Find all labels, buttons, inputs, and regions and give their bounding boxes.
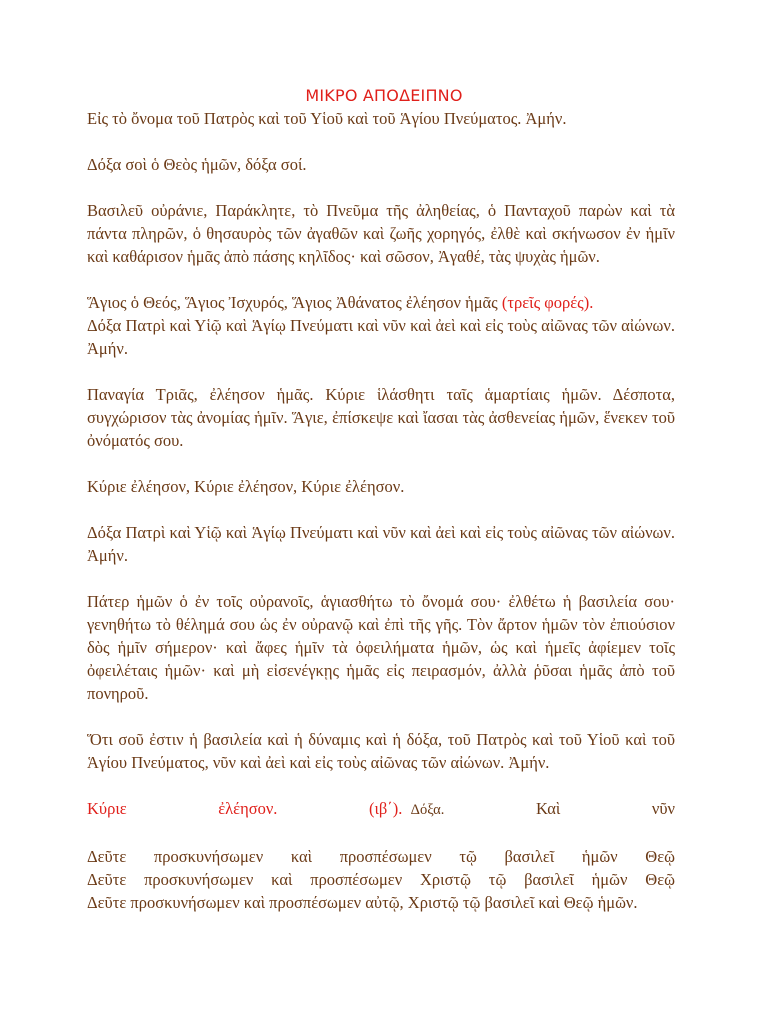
paragraph-heavenly-king: Βασιλεῦ οὐράνιε, Παράκλητε, τὸ Πνεῦμα τῆς ἀληθείας, ὁ Πανταχοῦ παρὼν καὶ τὰ πάντα πληρῶν, ὁ θησαυρὸς τῶν ἀγαθῶν καὶ ζωῆς χορηγός, ἐλθὲ καὶ σκήνωσον ἐν ἡμῖν καὶ καθάρισον ἡμᾶς ἀπὸ πάσης κηλῖδος· καὶ σῶσον, Ἀγαθέ, τὰς ψυχὰς ἡμῶν. (87, 201, 675, 266)
rubric-count: (ιβ΄). (368, 799, 403, 818)
rubric-eleison: ἐλέησον. (218, 799, 278, 818)
page-title: ΜΙΚΡΟ ΑΠΟΔΕΙΠΝΟ (305, 86, 463, 105)
rubric-nyn: νῦν (651, 799, 675, 818)
rubric-doxa: Δόξα. (410, 802, 445, 818)
rubric-kai: Καὶ (535, 799, 561, 818)
paragraph-trisagion (87, 291, 675, 314)
paragraph-lords-prayer: Πάτερ ἡμῶν ὁ ἐν τοῖς οὐρανοῖς, ἁγιασθήτω τὸ ὄνομά σου· ἐλθέτω ἡ βασιλεία σου· γενηθήτω τὸ θέλημά σου ὡς ἐν οὐρανῷ καὶ ἐπὶ τῆς γῆς. Τὸν ἄρτον ἡμῶν τὸν ἐπιούσιον δὸς ἡμῖν σήμερον· καὶ ἄφες ἡμῖν τὰ ὀφειλήματα ἡμῶν, ὡς καὶ ἡμεῖς ἀφίεμεν τοῖς ὀφειλέταις ἡμῶν· καὶ μὴ εἰσενέγκῃς ἡμᾶς εἰς πειρασμόν, ἀλλὰ ῥῦσαι ἡμᾶς ἀπὸ τοῦ πονηροῦ. (87, 592, 675, 703)
trisagion-text: Ἅγιος ὁ Θεός, Ἅγιος Ἰσχυρός, Ἅγιος Ἀθάνατος ἐλέησον ἡμᾶς (87, 293, 498, 312)
rubric-kyrie: Κύριε (87, 799, 127, 818)
paragraph-glory-2: Δόξα Πατρὶ καὶ Υἱῷ καὶ Ἁγίῳ Πνεύματι καὶ νῦν καὶ ἀεὶ καὶ εἰς τοὺς αἰῶνας τῶν αἰώνων. Ἀμήν. (87, 523, 675, 565)
rubric-three-times: (τρεῖς φορές). (501, 293, 594, 312)
paragraph-glory-1: Δόξα Πατρὶ καὶ Υἱῷ καὶ Ἁγίῳ Πνεύματι καὶ νῦν καὶ ἀεὶ καὶ εἰς τοὺς αἰῶνας τῶν αἰώνων. Ἀμήν. (87, 316, 675, 358)
paragraph-doxology: Ὅτι σοῦ ἐστιν ἡ βασιλεία καὶ ἡ δύναμις καὶ ἡ δόξα, τοῦ Πατρὸς καὶ τοῦ Υἱοῦ καὶ τοῦ Ἁγίου Πνεύματος, νῦν καὶ ἀεὶ καὶ εἰς τοὺς αἰῶνας τῶν αἰώνων. Ἀμήν. (87, 730, 675, 772)
deute-line-1: Δεῦτε προσκυνήσωμεν καὶ προσπέσωμεν τῷ βασιλεῖ ἡμῶν Θεῷ (87, 847, 675, 866)
paragraph-kyrie-eleison: Κύριε ἐλέησον, Κύριε ἐλέησον, Κύριε ἐλέησον. (87, 477, 405, 496)
document-body (87, 107, 675, 914)
deute-line-2: Δεῦτε προσκυνήσωμεν καὶ προσπέσωμεν Χριστῷ τῷ βασιλεῖ ἡμῶν Θεῷ (87, 870, 675, 889)
paragraph-holy-trinity: Παναγία Τριᾶς, ἐλέησον ἡμᾶς. Κύριε ἱλάσθητι ταῖς ἁμαρτίαις ἡμῶν. Δέσποτα, συγχώρισον τὰς ἀνομίας ἡμῖν. Ἅγιε, ἐπίσκεψε καὶ ἴασαι τὰς ἀσθενείας ἡμῶν, ἕνεκεν τοῦ ὀνόματός σου. (87, 385, 675, 450)
deute-line-3: Δεῦτε προσκυνήσωμεν καὶ προσπέσωμεν αὐτῷ, Χριστῷ τῷ βασιλεῖ καὶ Θεῷ ἡμῶν. (87, 893, 638, 912)
rubric-count-group (369, 797, 444, 822)
paragraph-invocation: Εἰς τὸ ὄνομα τοῦ Πατρὸς καὶ τοῦ Υἱοῦ καὶ τοῦ Ἁγίου Πνεύματος. Ἀμήν. (87, 109, 567, 128)
rubric-line (87, 797, 675, 822)
paragraph-doxa: Δόξα σοὶ ὁ Θεὸς ἡμῶν, δόξα σοί. (87, 155, 307, 174)
